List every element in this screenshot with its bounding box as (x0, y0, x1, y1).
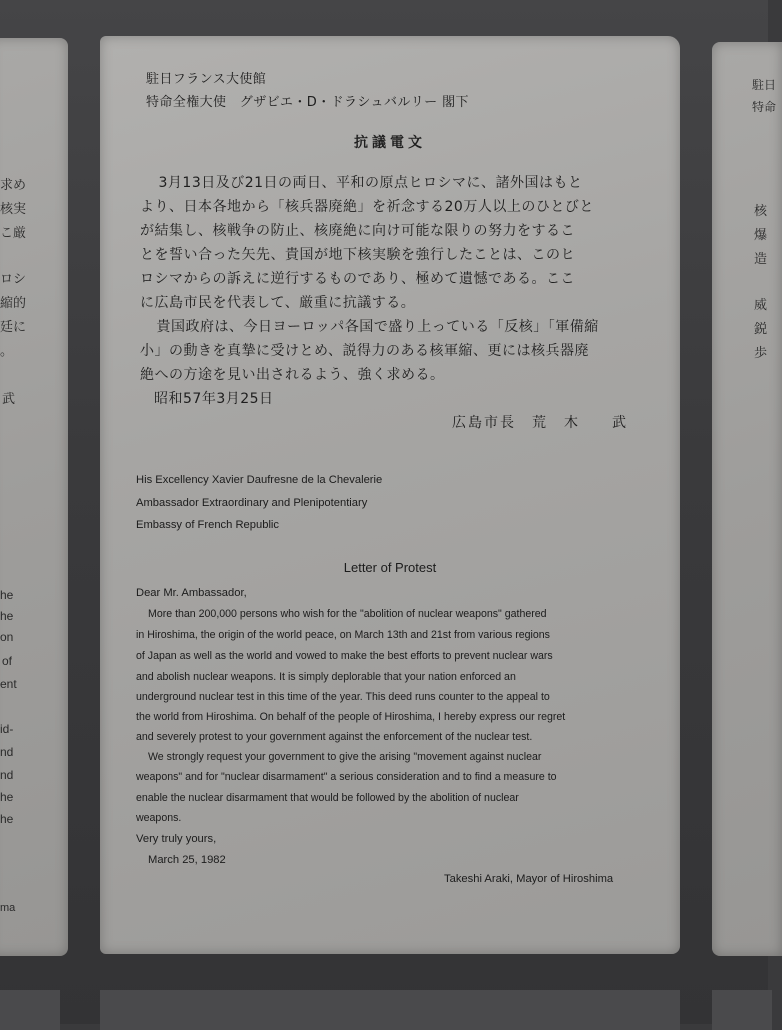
jp-body-line: に広島市民を代表して、厳重に抗議する。 (140, 295, 416, 311)
jp-title: 抗議電文 (354, 135, 426, 151)
left-fragment: he (0, 588, 14, 602)
left-fragment: he (0, 790, 14, 804)
jp-body-line: が結集し、核戦争の防止、核廃絶に向け可能な限りの努力をするこ (140, 223, 575, 239)
right-fragment: 歩 (754, 346, 768, 361)
right-fragment: 造 (754, 252, 768, 267)
lower-panel-edge (712, 990, 772, 1030)
en-body-line: of Japan as well as the world and vowed to make the best efforts to prevent nuclear wars (136, 650, 553, 662)
en-body-line: weapons" and for "nuclear disarmament" a serious consideration and to find a measure to (136, 771, 557, 783)
en-title: Letter of Protest (343, 560, 437, 575)
right-fragment: 駐日 (752, 78, 777, 92)
left-fragment: ent (0, 677, 17, 691)
jp-body-line: 絶への方途を見い出されるよう、強く求める。 (140, 367, 445, 383)
en-body-line: enable the nuclear disarmament that would be followed by the abolition of nuclear (136, 792, 519, 804)
en-body-line: weapons. (136, 812, 182, 824)
left-fragment: on (0, 630, 14, 644)
lower-panel-edge (0, 990, 60, 1030)
en-address-line: Embassy of French Republic (136, 519, 280, 531)
left-fragment: of (2, 654, 13, 668)
en-body-line: in Hiroshima, the origin of the world peace, on March 13th and 21st from various regions (136, 629, 550, 641)
left-fragment: 。 (0, 344, 14, 359)
right-exhibit-panel (712, 42, 782, 956)
jp-body-line: より、日本各地から「核兵器廃絶」を祈念する20万人以上のひとびと (140, 199, 594, 215)
left-fragment: he (0, 812, 14, 826)
en-closing: Very truly yours, (136, 833, 217, 845)
jp-address-line: 駐日フランス大使館 (146, 72, 267, 87)
left-fragment: 武 (2, 392, 16, 407)
right-fragment: 威 (754, 298, 768, 313)
en-address-line: His Excellency Xavier Daufresne de la Chevalerie (136, 474, 383, 486)
right-fragment: 爆 (754, 228, 768, 243)
en-body-line: We strongly request your government to give the arising "movement against nuclear (148, 751, 542, 763)
en-address-line: Ambassador Extraordinary and Plenipotentiary (136, 497, 368, 509)
left-fragment: ロシ (0, 272, 27, 287)
left-fragment: こ厳 (0, 226, 27, 241)
jp-date: 昭和57年3月25日 (154, 391, 274, 407)
lower-panel-edge (100, 990, 680, 1030)
en-body-line: and abolish nuclear weapons. It is simply deplorable that your nation enforced an (136, 671, 516, 683)
jp-body-line: 3月13日及び21日の両日、平和の原点ヒロシマに、諸外国はもと (144, 175, 583, 191)
en-body-line: the world from Hiroshima. On behalf of the people of Hiroshima, I hereby express our regret (136, 711, 566, 723)
en-body-line: More than 200,000 persons who wish for the "abolition of nuclear weapons" gathered (148, 608, 547, 620)
en-body-line: underground nuclear test in this time of the year. This deed runs counter to the appeal to (136, 691, 550, 703)
en-signature: Takeshi Araki, Mayor of Hiroshima (444, 873, 614, 885)
jp-signature: 広島市長 荒 木 武 (452, 415, 628, 431)
jp-body-line: 貴国政府は、今日ヨーロッパ各国で盛り上っている「反核」「軍備縮 (142, 319, 599, 335)
en-salutation: Dear Mr. Ambassador, (136, 587, 247, 599)
jp-body-line: 小」の動きを真摯に受けとめ、説得力のある核軍縮、更には核兵器廃 (140, 343, 589, 359)
left-fragment: nd (0, 768, 14, 782)
left-fragment: 求め (0, 178, 27, 193)
right-fragment: 鋭 (754, 322, 768, 337)
protest-letter-sheet (100, 36, 680, 954)
en-body-line: and severely protest to your government against the enforcement of the nuclear test. (136, 731, 533, 743)
left-fragment: he (0, 609, 14, 623)
right-fragment: 特命 (752, 100, 777, 114)
left-fragment: 核実 (0, 202, 27, 217)
left-fragment: id- (0, 722, 14, 736)
jp-body-line: ロシマからの訴えに逆行するものであり、極めて遺憾である。ここ (140, 271, 575, 287)
left-fragment: ma (0, 902, 16, 914)
jp-body-line: とを誓い合った矢先、貴国が地下核実験を強行したことは、このヒ (140, 247, 575, 263)
jp-address-line: 特命全権大使 グザビエ・D・ドラシュバルリー 閣下 (146, 95, 469, 110)
right-fragment: 核 (754, 204, 768, 219)
en-date: March 25, 1982 (148, 854, 226, 866)
left-fragment: 廷に (0, 320, 27, 335)
left-fragment: nd (0, 745, 14, 759)
left-fragment: 縮的 (0, 296, 27, 311)
